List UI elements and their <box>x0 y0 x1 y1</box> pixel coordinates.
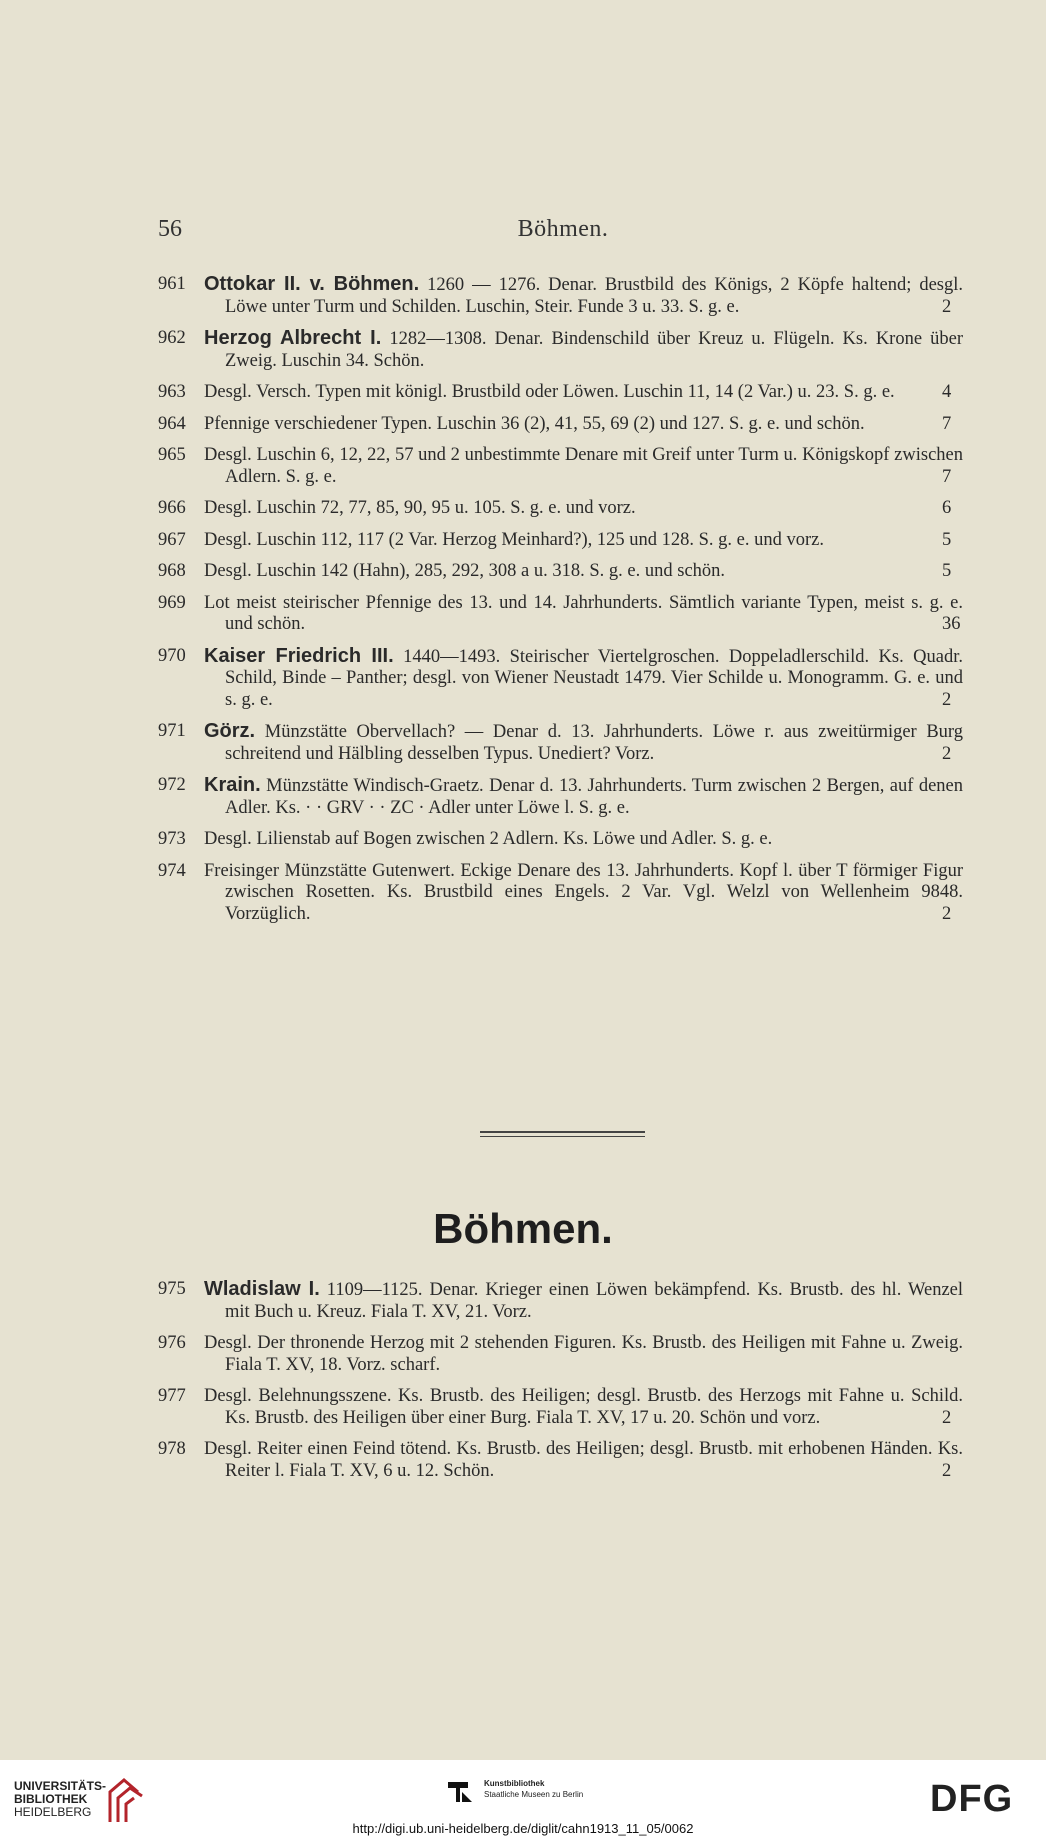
catalog-entry <box>158 1439 963 1482</box>
catalog-entry <box>158 445 963 488</box>
catalog-entry <box>158 593 963 636</box>
entry-body <box>204 1333 963 1376</box>
entry-body: Desgl. Luschin 6, 12, 22, 57 und 2 unbestimmte Denare mit Greif unter Turm u. Königskopf zwischen Adlern. S. g. e. 7 <box>204 445 963 487</box>
entry-text: Münzstätte Windisch-Graetz. Denar d. 13. Jahrhunderts. Turm zwischen 2 Bergen, auf denen Adler. Ks. · · GRV · · ZC · Adler unter Löwe l. S. g. e. <box>225 776 963 818</box>
kb-line1: Kunstbibliothek <box>484 1779 545 1788</box>
entry-number: 962 <box>158 328 186 348</box>
entry-number: 971 <box>158 721 186 741</box>
catalog-entry <box>158 561 963 583</box>
entry-heading: Wladislaw I. <box>204 1278 320 1300</box>
page-number: 56 <box>158 216 182 242</box>
section-title: Böhmen. <box>433 1205 613 1252</box>
entry-body: Desgl. Luschin 142 (Hahn), 285, 292, 308 a u. 318. S. g. e. und schön. 5 <box>204 561 952 581</box>
catalog-entries-part1 <box>158 274 963 935</box>
uni-line2: BIBLIOTHEK <box>14 1792 88 1806</box>
entry-text: Desgl. Lilienstab auf Bogen zwischen 2 Adlern. Ks. Löwe und Adler. S. g. e. <box>204 829 773 849</box>
catalog-entry <box>158 1333 963 1376</box>
entry-body: Desgl. Luschin 112, 117 (2 Var. Herzog Meinhard?), 125 und 128. S. g. e. und vorz. 5 <box>204 529 952 550</box>
entry-number: 966 <box>158 498 186 518</box>
entry-text: 1282—1308. Denar. Bindenschild über Kreuz u. Flügeln. Ks. Krone über Zweig. Luschin 34. Schön. <box>225 329 964 371</box>
university-library-logo-text[interactable] <box>14 1780 106 1819</box>
entry-body <box>204 775 963 819</box>
entry-heading: Krain. <box>204 774 261 796</box>
entry-number: 972 <box>158 775 186 795</box>
entry-heading: Herzog Albrecht I. <box>204 327 382 349</box>
footer-bar <box>0 1760 1046 1836</box>
catalog-entry <box>158 775 963 819</box>
entry-text: 1260 — 1276. Denar. Brustbild des Königs, 2 Köpfe haltend; desgl. Löwe unter Turm und Schilden. Luschin, Steir. Funde 3 u. 33. S. g. e. <box>225 275 964 317</box>
entry-text: 1109—1125. Denar. Krieger einen Löwen bekämpfend. Ks. Brustb. des hl. Wenzel mit Buch u. Kreuz. Fiala T. XV, 21. Vorz. <box>225 1280 964 1322</box>
permalink-url[interactable]: http://digi.ub.uni-heidelberg.de/diglit/cahn1913_11_05/0062 <box>352 1821 694 1836</box>
entry-number: 965 <box>158 445 186 465</box>
kb-line2: Staatliche Museen zu Berlin <box>484 1790 584 1799</box>
entry-body: Lot meist steirischer Pfennige des 13. und 14. Jahrhunderts. Sämtlich variante Typen, meist s. g. e. und schön. 36 <box>204 592 963 634</box>
entry-body: Desgl. Versch. Typen mit königl. Brustbild oder Löwen. Luschin 11, 14 (2 Var.) u. 23. S. g. e. 4 <box>204 382 952 402</box>
entry-body: Desgl. Belehnungsszene. Ks. Brustb. des Heiligen; desgl. Brustb. des Herzogs mit Fahne u. Schild. Ks. Brustb. des Heiligen über einer Burg. Fiala T. XV, 17 u. 20. Schön und vorz. 2 <box>204 1386 963 1428</box>
entry-text: Desgl. Belehnungsszene. Ks. Brustb. des Heiligen; desgl. Brustb. des Herzogs mit Fahne u. Schild. Ks. Brustb. des Heiligen über einer Burg. Fiala T. XV, 17 u. 20. Schön und vorz. <box>204 1386 963 1428</box>
entry-number: 975 <box>158 1279 186 1299</box>
dfg-logo[interactable]: DFG <box>930 1778 1014 1820</box>
catalog-entry <box>158 530 963 552</box>
kunstbibliothek-logo-icon <box>446 1778 474 1806</box>
section-divider <box>480 1131 645 1140</box>
entry-text: Lot meist steirischer Pfennige des 13. und 14. Jahrhunderts. Sämtlich variante Typen, meist s. g. e. und schön. <box>204 592 963 634</box>
entry-number: 967 <box>158 529 186 550</box>
entry-number: 976 <box>158 1333 186 1353</box>
kunstbibliothek-text[interactable] <box>484 1778 583 1800</box>
entry-number: 974 <box>158 860 186 881</box>
entry-heading: Kaiser Friedrich III. <box>204 644 394 667</box>
entry-text: Desgl. Luschin 142 (Hahn), 285, 292, 308 a u. 318. S. g. e. und schön. <box>204 561 726 581</box>
entry-number: 973 <box>158 829 186 849</box>
uni-line3: HEIDELBERG <box>14 1805 92 1819</box>
catalog-entry <box>158 721 963 765</box>
entry-body: Desgl. Reiter einen Feind tötend. Ks. Brustb. des Heiligen; desgl. Brustb. mit erhobenen Händen. Ks. Reiter l. Fiala T. XV, 6 u. 12. Schön. 2 <box>204 1439 963 1481</box>
entry-number: 978 <box>158 1439 186 1459</box>
catalog-entry <box>158 1279 963 1323</box>
entry-number: 964 <box>158 413 186 434</box>
entry-number: 961 <box>158 274 186 294</box>
entry-text: Freisinger Münzstätte Gutenwert. Eckige Denare des 13. Jahrhunderts. Kopf l. über T förmiger Figur zwischen Rosetten. Ks. Brustbild eines Engels. 2 Var. Vgl. Welzl von Wellenheim 9848. Vorzüglich. <box>204 860 963 924</box>
entry-text: Desgl. Reiter einen Feind tötend. Ks. Brustb. des Heiligen; desgl. Brustb. mit erhobenen Händen. Ks. Reiter l. Fiala T. XV, 6 u. 12. Schön. <box>204 1439 963 1481</box>
entry-body: Pfennige verschiedener Typen. Luschin 36 (2), 41, 55, 69 (2) und 127. S. g. e. und schön. 7 <box>204 413 952 434</box>
catalog-entry <box>158 829 963 851</box>
running-title: Böhmen. <box>517 216 609 242</box>
entry-text: Desgl. Luschin 112, 117 (2 Var. Herzog Meinhard?), 125 und 128. S. g. e. und vorz. <box>204 529 824 550</box>
entry-text: Desgl. Luschin 6, 12, 22, 57 und 2 unbestimmte Denare mit Greif unter Turm u. Königskopf zwischen Adlern. S. g. e. <box>204 445 963 487</box>
entry-text: Pfennige verschiedener Typen. Luschin 36 (2), 41, 55, 69 (2) und 127. S. g. e. und schön. <box>204 413 865 434</box>
uni-line1: UNIVERSITÄTS- <box>14 1779 107 1793</box>
catalog-entry <box>158 498 963 520</box>
entry-number: 963 <box>158 382 186 402</box>
entry-body: Freisinger Münzstätte Gutenwert. Eckige Denare des 13. Jahrhunderts. Kopf l. über T förmiger Figur zwischen Rosetten. Ks. Brustbild eines Engels. 2 Var. Vgl. Welzl von Wellenheim 9848. Vorzüglich. 2 <box>204 860 963 924</box>
catalog-entries-part2 <box>158 1279 963 1492</box>
entry-heading: Ottokar II. v. Böhmen. <box>204 273 420 295</box>
entry-body: Desgl. Luschin 72, 77, 85, 90, 95 u. 105. S. g. e. und vorz. 6 <box>204 498 952 518</box>
entry-text: Desgl. Luschin 72, 77, 85, 90, 95 u. 105. S. g. e. und vorz. <box>204 498 636 518</box>
entry-body <box>204 829 963 851</box>
entry-text: Desgl. Der thronende Herzog mit 2 stehenden Figuren. Ks. Brustb. des Heiligen mit Fahne u. Zweig. Fiala T. XV, 18. Vorz. scharf. <box>204 1333 963 1375</box>
catalog-entry <box>158 328 963 372</box>
entry-body: Görz. Münzstätte Obervellach? — Denar d. 13. Jahrhunderts. Löwe r. aus zweitürmiger Burg schreitend und Hälbling desselben Typus. Unediert? Vorz. 2 <box>204 720 963 764</box>
entry-body: Ottokar II. v. Böhmen. 1260 — 1276. Denar. Brustbild des Königs, 2 Köpfe haltend; desgl. Löwe unter Turm und Schilden. Luschin, Steir. Funde 3 u. 33. S. g. e. 2 <box>204 273 964 317</box>
entry-text: 1440—1493. Steirischer Viertelgroschen. Doppeladlerschild. Ks. Quadr. Schild, Binde – Panther; desgl. von Wiener Neustadt 1479. Vier Schilde u. Monogramm. G. e. und s. g. e. <box>225 646 963 710</box>
entry-heading: Görz. <box>204 720 256 742</box>
entry-number: 968 <box>158 561 186 581</box>
catalog-entry <box>158 646 963 712</box>
entry-body: Kaiser Friedrich III. 1440—1493. Steirischer Viertelgroschen. Doppeladlerschild. Ks. Quadr. Schild, Binde – Panther; desgl. von Wiener Neustadt 1479. Vier Schilde u. Monogramm. G. e. und s. g. e. 2 <box>204 644 963 710</box>
entry-number: 977 <box>158 1386 186 1406</box>
heidelberg-logo-icon <box>104 1774 148 1824</box>
catalog-entry <box>158 274 963 318</box>
entry-number: 969 <box>158 592 186 613</box>
catalog-entry <box>158 414 963 436</box>
entry-number: 970 <box>158 645 186 666</box>
catalog-entry <box>158 1386 963 1429</box>
catalog-entry <box>158 382 963 404</box>
entry-text: Desgl. Versch. Typen mit königl. Brustbild oder Löwen. Luschin 11, 14 (2 Var.) u. 23. S. g. e. <box>204 382 895 402</box>
entry-text: Münzstätte Obervellach? — Denar d. 13. Jahrhunderts. Löwe r. aus zweitürmiger Burg schreitend und Hälbling desselben Typus. Unediert? Vorz. <box>225 722 963 764</box>
entry-body <box>204 1279 963 1323</box>
entry-body <box>204 328 963 372</box>
catalog-entry <box>158 861 963 926</box>
